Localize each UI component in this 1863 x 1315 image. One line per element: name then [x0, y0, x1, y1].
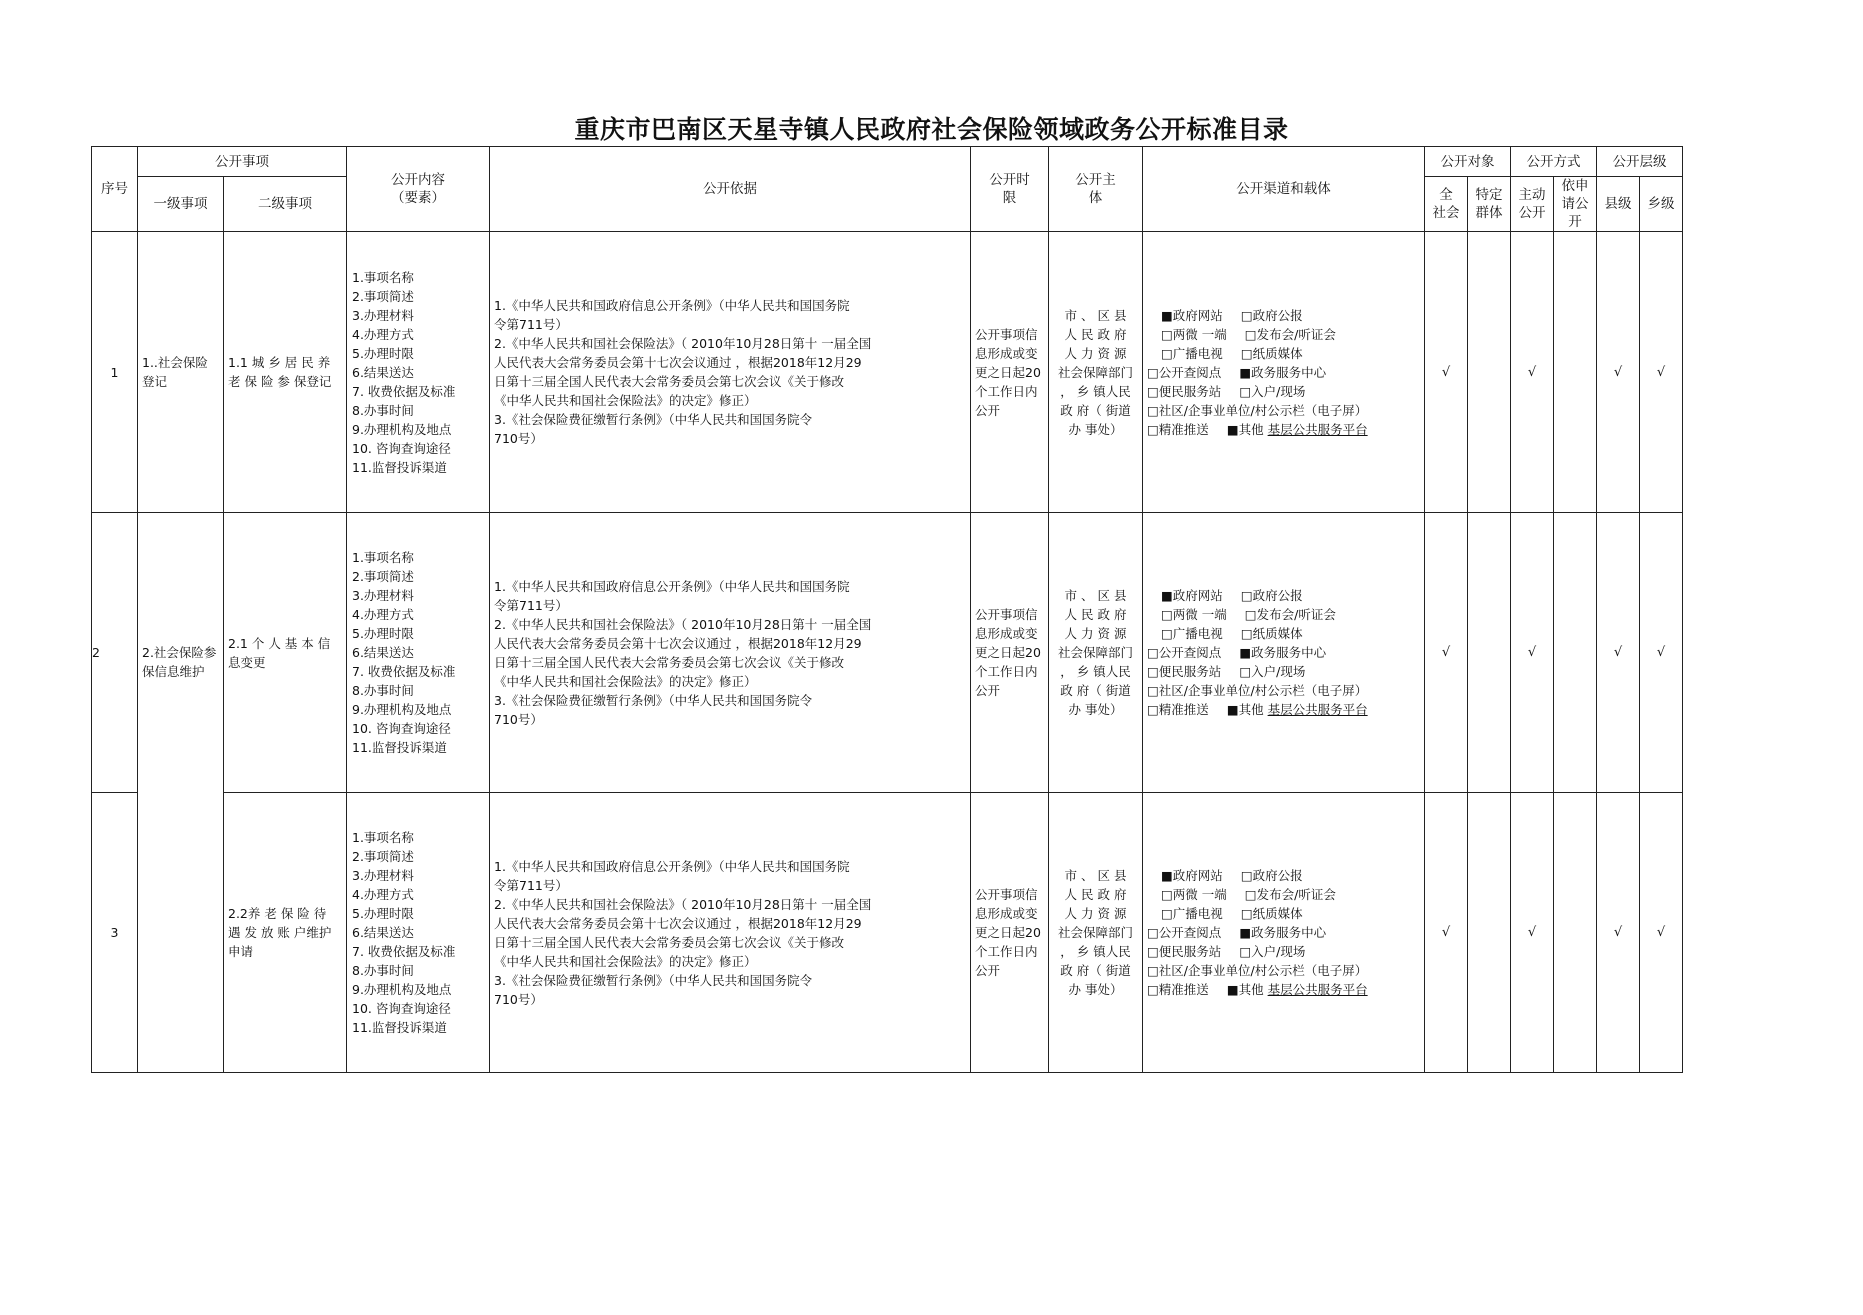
- row-time: 公开事项信息形成或变更之日起20个工作日内公开: [971, 793, 1049, 1073]
- header-basis: 公开依据: [490, 147, 971, 232]
- row-seq: 3: [92, 793, 138, 1073]
- header-seq: 序号: [92, 147, 138, 232]
- header-time: 公开时 限: [971, 147, 1049, 232]
- empty-cell: [1554, 232, 1597, 513]
- row-level1: 2.社会保险参保信息维护: [138, 513, 224, 1073]
- header-method-active: 主动 公开: [1511, 177, 1554, 232]
- catalog-table: [91, 146, 1683, 1073]
- row-content: 1.事项名称 2.事项简述 3.办理材料 4.办理方式 5.办理时限 6.结果送达 7. 收费依据及标准 8.办事时间 9.办理机构及地点 10. 咨询查询途径 11.监督投诉渠道: [347, 232, 490, 513]
- row-channels: ■政府网站 □政府公报 □两微 一端 □发布会/听证会 □广播电视 □纸质媒体 □公开查阅点 ■政务服务中心 □便民服务站 □入户/现场 □社区/企事业单位/村公示栏（电子屏） □精准推送 ■其他 基层公共服务平台: [1143, 793, 1425, 1073]
- row-subject: 市 、 区 县 人 民 政 府 人 力 资 源 社会保障部门 ， 乡 镇人民 政 府（ 街道 办 事处）: [1049, 513, 1143, 793]
- check-level-town: √: [1640, 513, 1683, 793]
- empty-cell: [1468, 793, 1511, 1073]
- row-basis: 1.《中华人民共和国政府信息公开条例》（中华人民共和国国务院 令第711号） 2.《中华人民共和国社会保险法》（ 2010年10月28日第十 一届全国 人民代表大会常务委员会第十七次会议通过 ，根据2018年12月29 日第十三届全国人民代表大会常务委员会第七次会议《关于修改 《中华人民共和国社会保险法》的决定》修正） 3.《社会保险费征缴暂行条例》（中华人民共和国国务院令 710号）: [490, 232, 971, 513]
- row-channels: ■政府网站 □政府公报 □两微 一端 □发布会/听证会 □广播电视 □纸质媒体 □公开查阅点 ■政务服务中心 □便民服务站 □入户/现场 □社区/企事业单位/村公示栏（电子屏） □精准推送 ■其他 基层公共服务平台: [1143, 232, 1425, 513]
- row-level1: 1..社会保险登记: [138, 232, 224, 513]
- row-basis: 1.《中华人民共和国政府信息公开条例》（中华人民共和国国务院 令第711号） 2.《中华人民共和国社会保险法》（ 2010年10月28日第十 一届全国 人民代表大会常务委员会第十七次会议通过 ，根据2018年12月29 日第十三届全国人民代表大会常务委员会第七次会议《关于修改 《中华人民共和国社会保险法》的决定》修正） 3.《社会保险费征缴暂行条例》（中华人民共和国国务院令 710号）: [490, 793, 971, 1073]
- empty-cell: [1468, 232, 1511, 513]
- row-time: 公开事项信息形成或变更之日起20个工作日内公开: [971, 513, 1049, 793]
- row-seq: 1: [92, 232, 138, 513]
- header-level-county: 县级: [1597, 177, 1640, 232]
- header-target-all: 全 社会: [1425, 177, 1468, 232]
- check-target-all: √: [1425, 513, 1468, 793]
- header-subject: 公开主 体: [1049, 147, 1143, 232]
- check-level-county: √: [1597, 793, 1640, 1073]
- row-level2: 2.1 个 人 基 本 信息变更: [224, 513, 347, 793]
- check-method-active: √: [1511, 232, 1554, 513]
- check-level-county: √: [1597, 232, 1640, 513]
- check-target-all: √: [1425, 232, 1468, 513]
- row-channels: ■政府网站 □政府公报 □两微 一端 □发布会/听证会 □广播电视 □纸质媒体 □公开查阅点 ■政务服务中心 □便民服务站 □入户/现场 □社区/企事业单位/村公示栏（电子屏） □精准推送 ■其他 基层公共服务平台: [1143, 513, 1425, 793]
- header-row-1: [92, 147, 1683, 177]
- table-row: [92, 513, 1683, 793]
- table-row: [92, 232, 1683, 513]
- header-items: 公开事项: [138, 147, 347, 177]
- empty-cell: [1468, 513, 1511, 793]
- header-method: 公开方式: [1511, 147, 1597, 177]
- page-title: 重庆市巴南区天星寺镇人民政府社会保险领域政务公开标准目录: [574, 115, 1289, 144]
- header-level2: 二级事项: [224, 177, 347, 232]
- header-target: 公开对象: [1425, 147, 1511, 177]
- header-level: 公开层级: [1597, 147, 1683, 177]
- header-target-group: 特定 群体: [1468, 177, 1511, 232]
- row-seq: 2: [92, 513, 138, 793]
- row-content: 1.事项名称 2.事项简述 3.办理材料 4.办理方式 5.办理时限 6.结果送达 7. 收费依据及标准 8.办事时间 9.办理机构及地点 10. 咨询查询途径 11.监督投诉渠道: [347, 513, 490, 793]
- header-channels: 公开渠道和载体: [1143, 147, 1425, 232]
- table-row: [92, 793, 1683, 1073]
- header-method-request: 依申 请公 开: [1554, 177, 1597, 232]
- check-method-active: √: [1511, 513, 1554, 793]
- empty-cell: [1554, 793, 1597, 1073]
- header-level1: 一级事项: [138, 177, 224, 232]
- row-subject: 市 、 区 县 人 民 政 府 人 力 资 源 社会保障部门 ， 乡 镇人民 政 府（ 街道 办 事处）: [1049, 232, 1143, 513]
- check-level-town: √: [1640, 793, 1683, 1073]
- check-method-active: √: [1511, 793, 1554, 1073]
- header-content: 公开内容 （要素）: [347, 147, 490, 232]
- header-level-town: 乡级: [1640, 177, 1683, 232]
- row-level2: 2.2养 老 保 险 待 遇 发 放 账 户维护申请: [224, 793, 347, 1073]
- row-level2: 1.1 城 乡 居 民 养 老 保 险 参 保登记: [224, 232, 347, 513]
- row-subject: 市 、 区 县 人 民 政 府 人 力 资 源 社会保障部门 ， 乡 镇人民 政 府（ 街道 办 事处）: [1049, 793, 1143, 1073]
- empty-cell: [1554, 513, 1597, 793]
- check-level-county: √: [1597, 513, 1640, 793]
- row-time: 公开事项信息形成或变更之日起20个工作日内公开: [971, 232, 1049, 513]
- row-content: 1.事项名称 2.事项简述 3.办理材料 4.办理方式 5.办理时限 6.结果送达 7. 收费依据及标准 8.办事时间 9.办理机构及地点 10. 咨询查询途径 11.监督投诉渠道: [347, 793, 490, 1073]
- row-basis: 1.《中华人民共和国政府信息公开条例》（中华人民共和国国务院 令第711号） 2.《中华人民共和国社会保险法》（ 2010年10月28日第十 一届全国 人民代表大会常务委员会第十七次会议通过 ，根据2018年12月29 日第十三届全国人民代表大会常务委员会第七次会议《关于修改 《中华人民共和国社会保险法》的决定》修正） 3.《社会保险费征缴暂行条例》（中华人民共和国国务院令 710号）: [490, 513, 971, 793]
- check-target-all: √: [1425, 793, 1468, 1073]
- check-level-town: √: [1640, 232, 1683, 513]
